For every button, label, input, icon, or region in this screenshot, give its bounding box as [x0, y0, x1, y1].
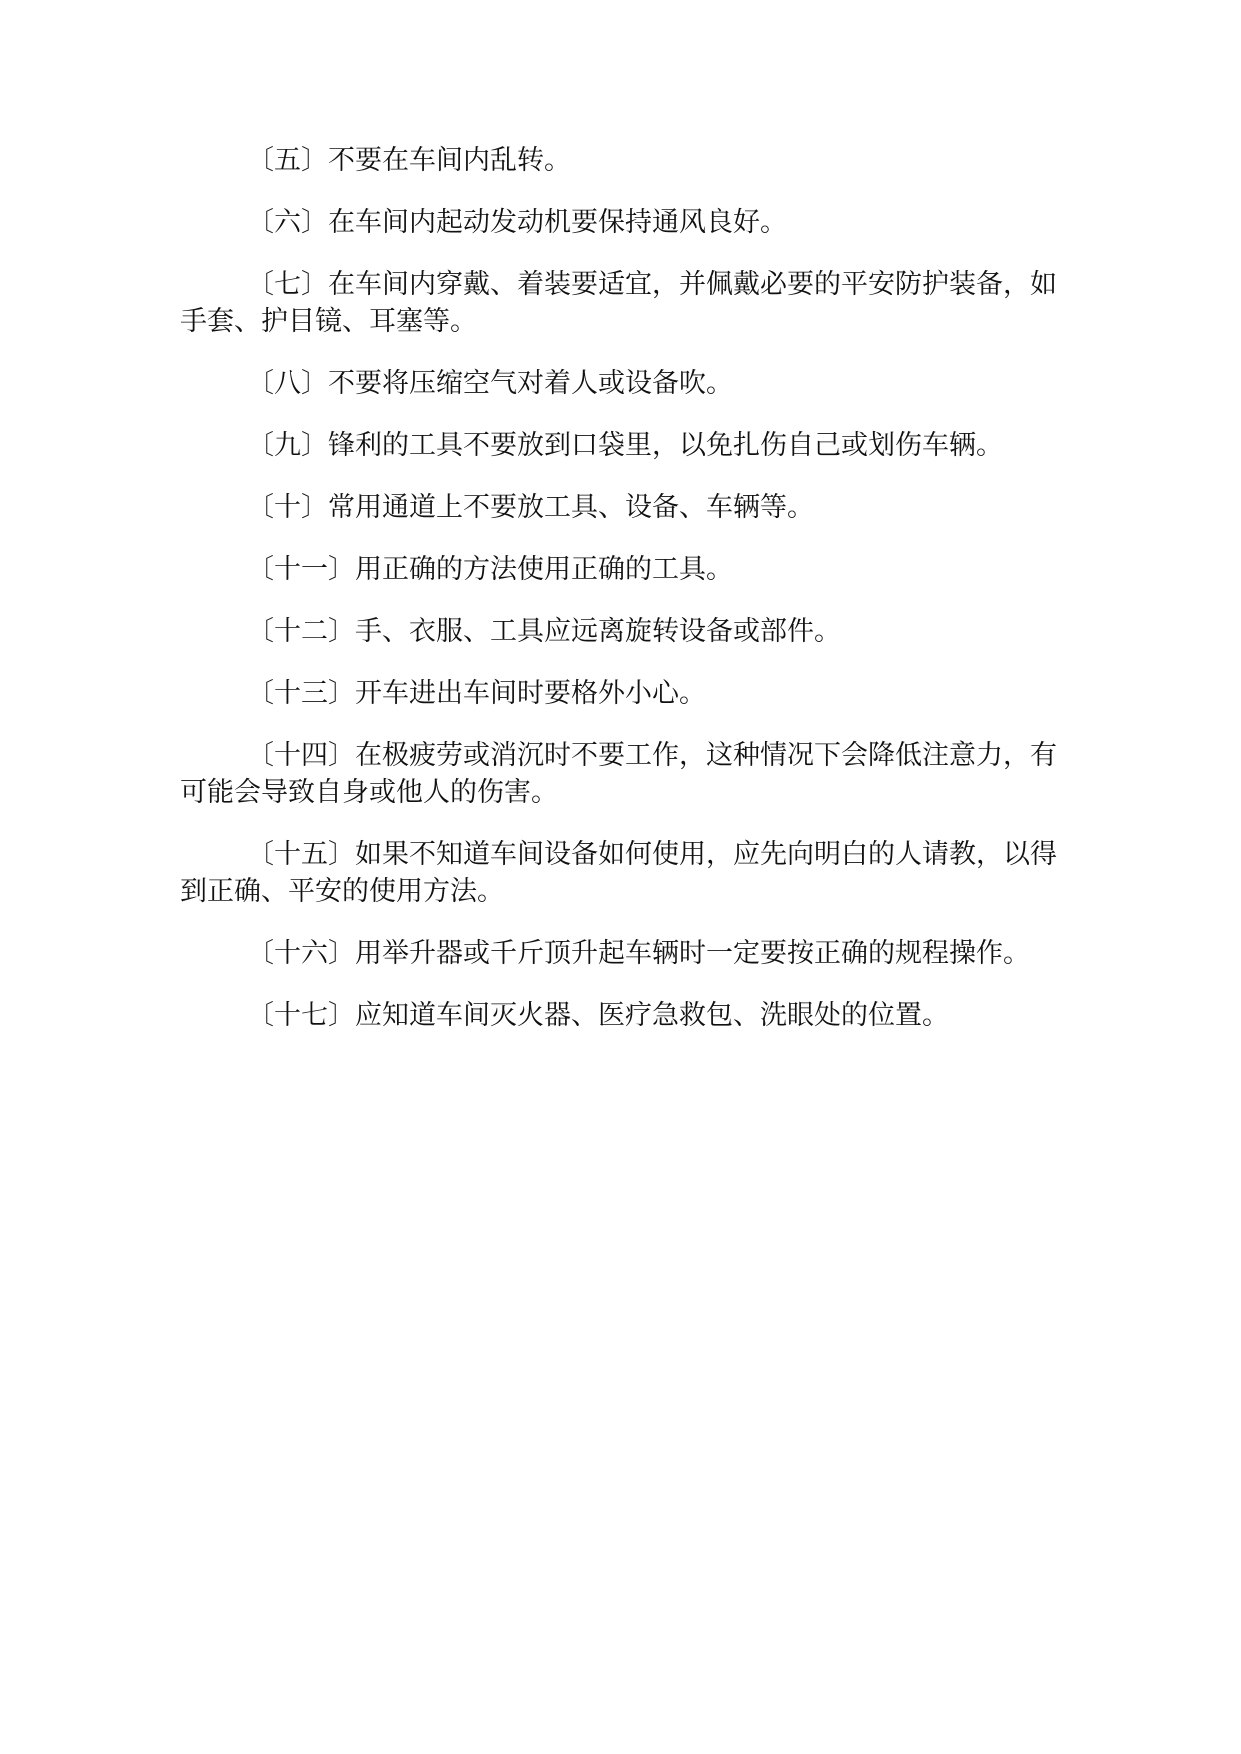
paragraph-item-9: 〔九〕锋利的工具不要放到口袋里，以免扎伤自己或划伤车辆。: [247, 430, 1003, 461]
paragraph-item-5: 〔五〕不要在车间内乱转。: [247, 145, 571, 176]
document-body: [180, 142, 1065, 1059]
paragraph-item-7: 〔七〕在车间内穿戴、着装要适宜，并佩戴必要的平安防护装备，如手套、护目镜、耳塞等。: [180, 269, 1057, 337]
paragraph-item-6: 〔六〕在车间内起动发动机要保持通风良好。: [247, 207, 787, 238]
paragraph-item-11: 〔十一〕用正确的方法使用正确的工具。: [247, 554, 733, 585]
paragraph-item-15: 〔十五〕如果不知道车间设备如何使用，应先向明白的人请教，以得到正确、平安的使用方法。: [180, 839, 1057, 907]
paragraph-item-8: 〔八〕不要将压缩空气对着人或设备吹。: [247, 368, 733, 399]
paragraph-item-13: 〔十三〕开车进出车间时要格外小心。: [247, 678, 706, 709]
paragraph-item-14: 〔十四〕在极疲劳或消沉时不要工作，这种情况下会降低注意力，有可能会导致自身或他人的伤害。: [180, 740, 1057, 808]
paragraph-item-17: 〔十七〕应知道车间灭火器、医疗急救包、洗眼处的位置。: [247, 1000, 949, 1031]
paragraph-item-10: 〔十〕常用通道上不要放工具、设备、车辆等。: [247, 492, 814, 523]
paragraph-item-16: 〔十六〕用举升器或千斤顶升起车辆时一定要按正确的规程操作。: [247, 938, 1030, 969]
paragraph-item-12: 〔十二〕手、衣服、工具应远离旋转设备或部件。: [247, 616, 841, 647]
